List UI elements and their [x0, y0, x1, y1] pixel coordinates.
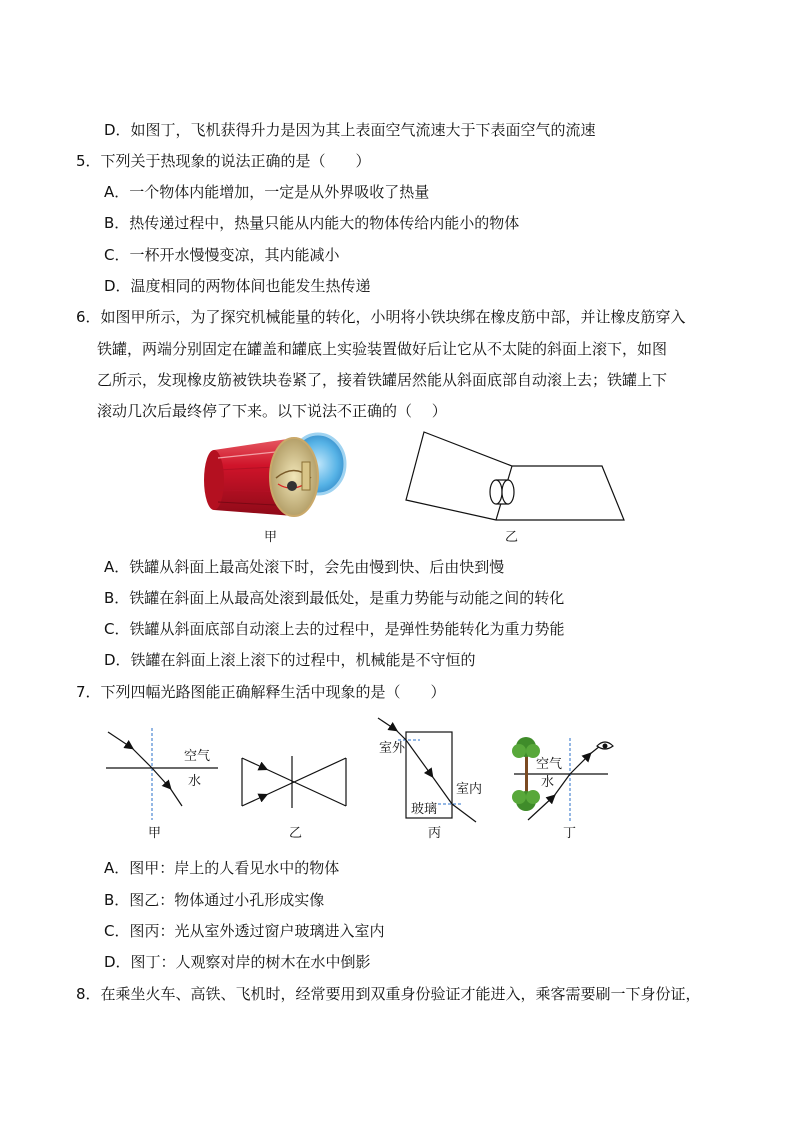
q7-figure-yi	[236, 756, 352, 808]
q5-option-d: D．温度相同的两物体间也能发生热传递	[104, 277, 371, 295]
q7-fig3-indoor: 室内	[456, 782, 483, 797]
q7-stem: 7．下列四幅光路图能正确解释生活中现象的是（ ）	[76, 683, 446, 701]
q6-option-b: B．铁罐在斜面上从最高处滚到最低处，是重力势能与动能之间的转化	[104, 589, 565, 607]
q7-fig3-outdoor: 室外	[379, 741, 406, 756]
q7-fig4-label: 丁	[563, 826, 577, 841]
q6-option-a: A．铁罐从斜面上最高处滚下时，会先由慢到快、后由快到慢	[104, 558, 505, 576]
q6-figure-label-jia: 甲	[264, 530, 278, 545]
q5-stem: 5．下列关于热现象的说法正确的是（ ）	[76, 152, 371, 170]
q6-option-d: D．铁罐在斜面上滚上滚下的过程中，机械能是不守恒的	[104, 651, 476, 669]
q7-option-b: B．图乙：物体通过小孔形成实像	[104, 891, 325, 909]
q6-stem-line-4: 滚动几次后最终停了下来。以下说法不正确的（ ）	[97, 402, 447, 420]
q7-fig3-label: 丙	[428, 826, 442, 841]
q7-fig2-label: 乙	[289, 826, 303, 841]
q5-option-c: C．一杯开水慢慢变凉，其内能减小	[104, 246, 340, 264]
q7-option-a: A．图甲：岸上的人看见水中的物体	[104, 859, 340, 877]
q6-figure-can	[196, 428, 356, 528]
q7-fig4-air: 空气	[536, 757, 563, 772]
eye-icon	[596, 740, 614, 752]
q7-figure-jia	[102, 726, 222, 822]
q7-fig1-air: 空气	[184, 749, 211, 764]
q7-fig4-water: 水	[541, 775, 555, 790]
q6-figure-incline	[404, 430, 628, 526]
q5-option-a: A．一个物体内能增加，一定是从外界吸收了热量	[104, 183, 430, 201]
q5-option-b: B．热传递过程中，热量只能从内能大的物体传给内能小的物体	[104, 214, 520, 232]
q6-figure-label-yi: 乙	[505, 530, 519, 545]
q6-stem-line-1: 6．如图甲所示，为了探究机械能量的转化，小明将小铁块绑在橡皮筋中部，并让橡皮筋穿入	[76, 308, 686, 326]
q6-option-c: C．铁罐从斜面底部自动滚上去的过程中，是弹性势能转化为重力势能	[104, 620, 565, 638]
q6-stem-line-2: 铁罐，两端分别固定在罐盖和罐底上实验装置做好后让它从不太陡的斜面上滚下，如图	[97, 340, 668, 358]
q4-option-d: D．如图丁，飞机获得升力是因为其上表面空气流速大于下表面空气的流速	[104, 121, 596, 139]
q7-fig3-glass: 玻璃	[411, 802, 438, 817]
q7-fig1-water: 水	[188, 774, 202, 789]
q7-option-c: C．图丙：光从室外透过窗户玻璃进入室内	[104, 922, 385, 940]
q7-fig1-label: 甲	[148, 826, 162, 841]
q6-stem-line-3: 乙所示，发现橡皮筋被铁块卷紧了，接着铁罐居然能从斜面底部自动滚上去；铁罐上下	[97, 371, 668, 389]
q7-option-d: D．图丁：人观察对岸的树木在水中倒影	[104, 953, 371, 971]
q8-stem: 8．在乘坐火车、高铁、飞机时，经常要用到双重身份验证才能进入，乘客需要刷一下身份证，	[76, 985, 701, 1003]
